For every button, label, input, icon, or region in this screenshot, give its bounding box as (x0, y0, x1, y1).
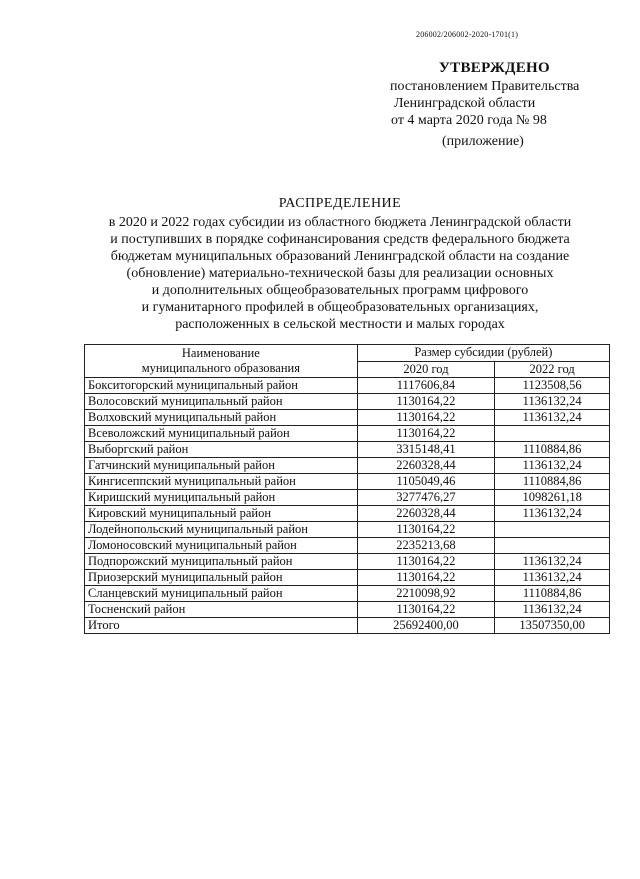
table-row (85, 506, 610, 522)
municipality-name-cell: Итого (85, 618, 358, 634)
table-row (85, 586, 610, 602)
table-body (85, 378, 610, 634)
subtitle-line: в 2020 и 2022 годах субсидии из областного бюджета Ленинградской области (108, 215, 572, 230)
amount-2020-cell: 3315148,41 (357, 442, 495, 458)
amount-2020-cell: 1130164,22 (357, 394, 495, 410)
subsidy-distribution-table (84, 344, 610, 634)
amount-2020-cell: 2210098,92 (357, 586, 495, 602)
table-row (85, 378, 610, 394)
table-row (85, 602, 610, 618)
amount-2020-cell: 25692400,00 (357, 618, 495, 634)
table-row (85, 490, 610, 506)
subtitle-line: (обновление) материально-технической базы для реализации основных (126, 266, 554, 281)
table-row (85, 442, 610, 458)
table-row (85, 474, 610, 490)
document-registration-number: 206002/206002-2020-1701(1) (416, 30, 519, 39)
amount-2020-cell: 2260328,44 (357, 458, 495, 474)
municipality-name-cell: Киришский муниципальный район (85, 490, 358, 506)
header-name-line-1: Наименование (181, 346, 260, 360)
amount-2020-cell: 3277476,27 (357, 490, 495, 506)
subtitle-line: и дополнительных общеобразовательных программ цифрового (151, 283, 529, 298)
municipality-name-cell: Тосненский район (85, 602, 358, 618)
approved-heading: УТВЕРЖДЕНО (438, 60, 550, 76)
amount-2020-cell: 1130164,22 (357, 522, 495, 538)
document-subtitle (40, 214, 640, 333)
subtitle-line: и гуманитарного профилей в общеобразовательных организациях, (141, 300, 539, 315)
table-row (85, 554, 610, 570)
header-municipality-name (85, 345, 358, 378)
municipality-name-cell: Подпорожский муниципальный район (85, 554, 358, 570)
amount-2022-cell: 1136132,24 (495, 394, 610, 410)
table-row (85, 522, 610, 538)
amount-2022-cell: 1136132,24 (495, 458, 610, 474)
document-title-block (40, 196, 640, 333)
amount-2022-cell: 1136132,24 (495, 410, 610, 426)
municipality-name-cell: Волосовский муниципальный район (85, 394, 358, 410)
header-year-2022: 2022 год (495, 361, 610, 378)
subtitle-line: бюджетам муниципальных образований Ленинградской области на создание (110, 249, 570, 264)
approval-line-3: от 4 марта 2020 года № 98 (391, 113, 547, 128)
amount-2020-cell: 1130164,22 (357, 554, 495, 570)
amount-2020-cell: 2235213,68 (357, 538, 495, 554)
amount-2022-cell: 1136132,24 (495, 570, 610, 586)
amount-2020-cell: 1130164,22 (357, 602, 495, 618)
approval-line-4: (приложение) (442, 134, 524, 149)
amount-2020-cell: 1130164,22 (357, 410, 495, 426)
amount-2022-cell: 1136132,24 (495, 506, 610, 522)
municipality-name-cell: Бокситогорский муниципальный район (85, 378, 358, 394)
amount-2022-cell: 1136132,24 (495, 602, 610, 618)
municipality-name-cell: Волховский муниципальный район (85, 410, 358, 426)
amount-2022-cell: 1110884,86 (495, 586, 610, 602)
subtitle-line: и поступивших в порядке софинансирования средств федерального бюджета (110, 232, 570, 247)
municipality-name-cell: Сланцевский муниципальный район (85, 586, 358, 602)
table-total-row (85, 618, 610, 634)
approval-line-2: Ленинградской области (394, 96, 536, 111)
approval-line-1: постановлением Правительства (390, 79, 580, 94)
amount-2020-cell: 2260328,44 (357, 506, 495, 522)
subtitle-line: расположенных в сельской местности и малых городах (175, 317, 505, 332)
amount-2020-cell: 1130164,22 (357, 426, 495, 442)
municipality-name-cell: Кировский муниципальный район (85, 506, 358, 522)
municipality-name-cell: Кингисеппский муниципальный район (85, 474, 358, 490)
amount-2022-cell: 1123508,56 (495, 378, 610, 394)
municipality-name-cell: Приозерский муниципальный район (85, 570, 358, 586)
header-subsidy-amount: Размер субсидии (рублей) (357, 345, 609, 362)
amount-2022-cell (495, 522, 610, 538)
document-title: РАСПРЕДЕЛЕНИЕ (278, 196, 402, 211)
amount-2020-cell: 1117606,84 (357, 378, 495, 394)
municipality-name-cell: Гатчинский муниципальный район (85, 458, 358, 474)
table-row (85, 570, 610, 586)
approval-stamp-block (384, 60, 614, 150)
table-row (85, 426, 610, 442)
municipality-name-cell: Ломоносовский муниципальный район (85, 538, 358, 554)
amount-2022-cell: 1136132,24 (495, 554, 610, 570)
table-row (85, 394, 610, 410)
amount-2022-cell: 13507350,00 (495, 618, 610, 634)
table-row (85, 410, 610, 426)
amount-2020-cell: 1130164,22 (357, 570, 495, 586)
amount-2020-cell: 1105049,46 (357, 474, 495, 490)
municipality-name-cell: Лодейнопольский муниципальный район (85, 522, 358, 538)
amount-2022-cell (495, 538, 610, 554)
header-year-2020: 2020 год (357, 361, 495, 378)
amount-2022-cell (495, 426, 610, 442)
amount-2022-cell: 1110884,86 (495, 474, 610, 490)
amount-2022-cell: 1098261,18 (495, 490, 610, 506)
municipality-name-cell: Выборгский район (85, 442, 358, 458)
header-name-line-2: муниципального образования (141, 361, 300, 375)
table-row (85, 458, 610, 474)
municipality-name-cell: Всеволожский муниципальный район (85, 426, 358, 442)
table-row (85, 538, 610, 554)
amount-2022-cell: 1110884,86 (495, 442, 610, 458)
